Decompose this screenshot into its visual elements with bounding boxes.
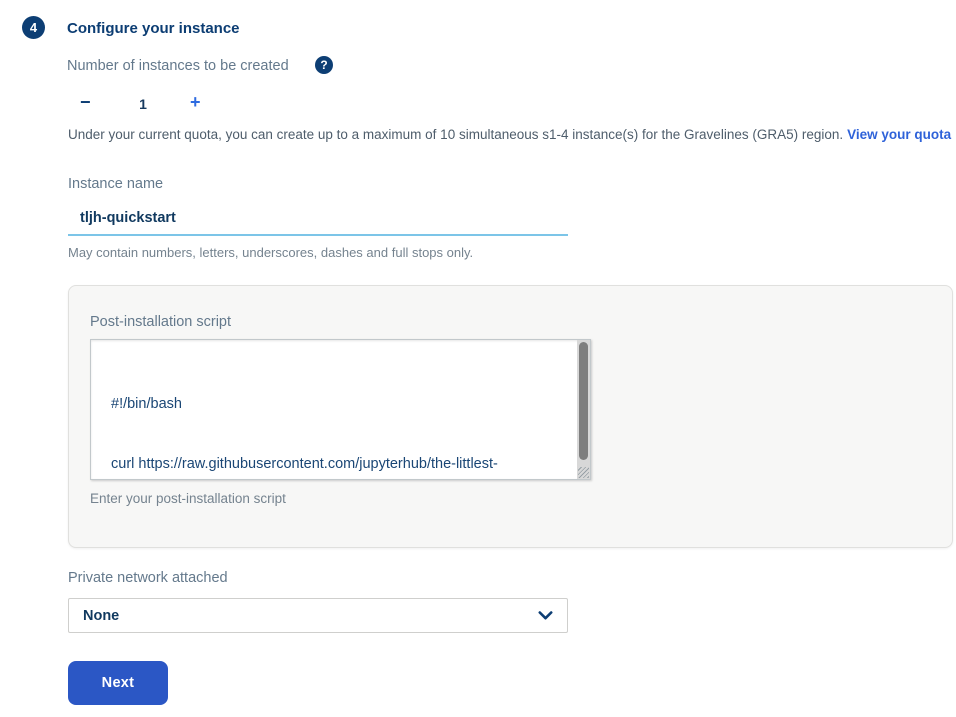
chevron-down-icon [538, 611, 553, 621]
scrollbar-thumb[interactable] [579, 342, 588, 460]
step-number-badge [22, 16, 45, 39]
quota-message [68, 127, 951, 142]
instance-count-label: Number of instances to be created [67, 58, 289, 74]
post-install-script-text [111, 354, 572, 480]
instance-name-helper: May contain numbers, letters, underscores, dashes and full stops only. [68, 245, 474, 260]
selected-network-value: None [83, 607, 120, 624]
script-line: #!/bin/bash [111, 396, 182, 412]
post-install-helper: Enter your post-installation script [90, 491, 286, 506]
resize-handle-icon[interactable] [578, 467, 589, 478]
instance-count-value: 1 [139, 96, 147, 112]
instance-name-label: Instance name [68, 176, 164, 192]
increase-count-button[interactable]: + [190, 92, 201, 112]
script-line: curl https://raw.githubusercontent.com/jupyterhub/the-littlest- [111, 456, 498, 472]
decrease-count-button[interactable]: − [80, 92, 91, 112]
instance-name-value: tljh-quickstart [80, 210, 176, 226]
post-install-label: Post-installation script [90, 314, 232, 330]
instance-name-input[interactable] [68, 202, 568, 236]
post-install-textarea[interactable] [90, 339, 591, 480]
next-button[interactable]: Next [68, 661, 168, 705]
step-number: 4 [29, 20, 38, 35]
step-title: Configure your instance [67, 20, 240, 37]
help-icon[interactable]: ? [315, 56, 333, 74]
private-network-select[interactable] [68, 598, 568, 633]
view-quota-link[interactable]: View your quota [847, 127, 952, 142]
quota-text: Under your current quota, you can create up to a maximum of 10 simultaneous s1-4 instance(s) for the Gravelines (GRA5) region. [68, 127, 844, 142]
private-network-label: Private network attached [68, 570, 228, 586]
textarea-scrollbar[interactable] [577, 340, 590, 479]
